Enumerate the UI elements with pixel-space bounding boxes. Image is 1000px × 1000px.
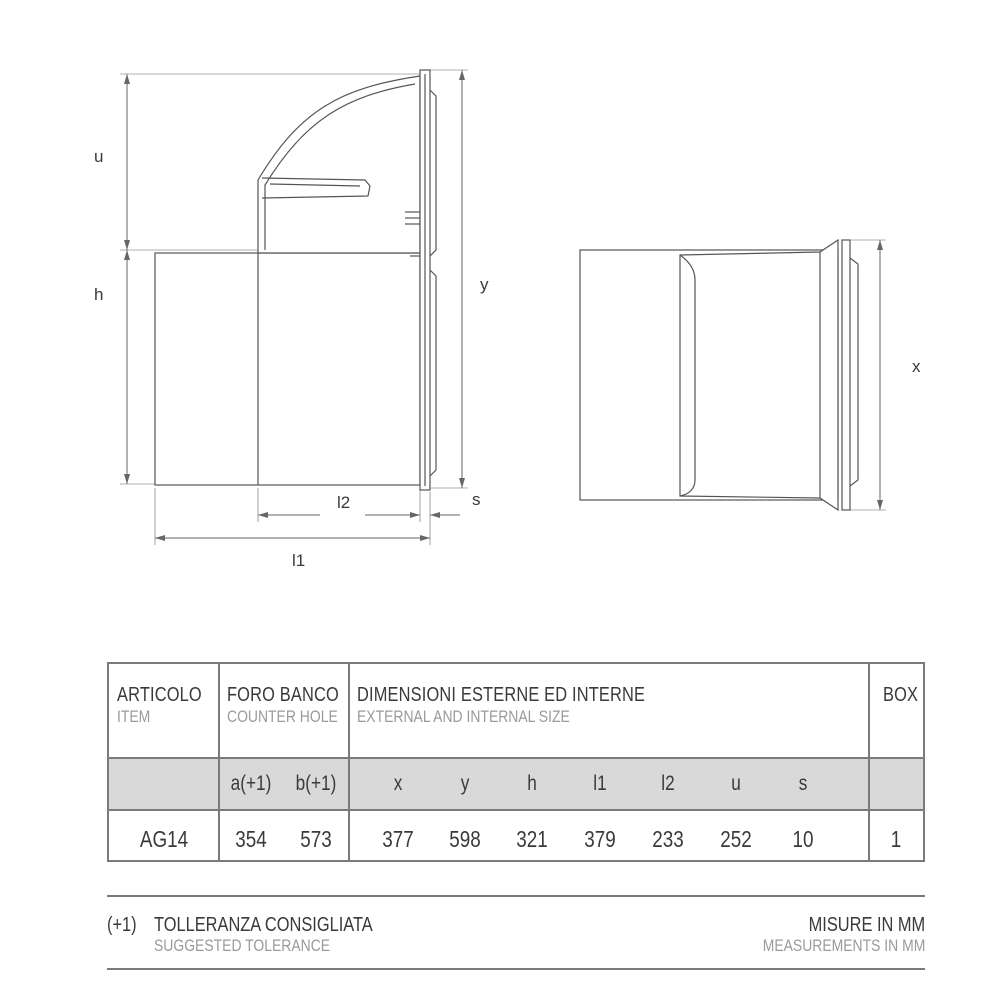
units-subtitle: MEASUREMENTS IN MM [762, 936, 925, 955]
header-counter-hole: COUNTER HOLE [227, 707, 338, 726]
subheader-s: s [798, 772, 808, 795]
row-box: 1 [890, 826, 902, 852]
subheader-a: a(+1) [230, 772, 272, 795]
subheader-l1: l1 [593, 772, 607, 795]
top-view-taper [680, 240, 838, 510]
subheader-h: h [527, 772, 537, 795]
header-dimensioni: DIMENSIONI ESTERNE ED INTERNE [357, 684, 646, 706]
row-item: AG14 [139, 826, 189, 852]
subheader-y: y [460, 772, 470, 795]
dim-label-y: y [480, 275, 489, 294]
subheader-x: x [393, 772, 403, 795]
row-value-a: 354 [235, 826, 267, 852]
header-foro-banco: FORO BANCO [227, 684, 339, 706]
header-articolo: ARTICOLO [117, 684, 202, 706]
units-title: MISURE IN MM [808, 914, 925, 936]
row-value-l2: 233 [652, 826, 684, 852]
subheader-b: b(+1) [295, 772, 337, 795]
row-value-x: 377 [382, 826, 414, 852]
side-view-body [155, 253, 420, 485]
side-view-lid [258, 76, 420, 253]
row-value-l1: 379 [584, 826, 616, 852]
top-view-flange [842, 240, 850, 510]
header-external-size: EXTERNAL AND INTERNAL SIZE [357, 707, 570, 726]
subheader-u: u [731, 772, 741, 795]
tolerance-subtitle: SUGGESTED TOLERANCE [154, 936, 331, 955]
tolerance-mark: (+1) [107, 914, 137, 936]
tolerance-title: TOLLERANZA CONSIGLIATA [154, 914, 373, 936]
spec-table [107, 662, 925, 862]
dim-label-u: u [94, 147, 104, 166]
header-box: BOX [883, 684, 919, 706]
row-value-b: 573 [300, 826, 332, 852]
dim-label-x: x [912, 357, 921, 376]
row-value-s: 10 [792, 826, 814, 852]
row-value-u: 252 [720, 826, 752, 852]
row-value-y: 598 [449, 826, 481, 852]
footer-rule-bottom [107, 968, 925, 970]
dim-label-l1: l1 [292, 551, 306, 570]
row-value-h: 321 [516, 826, 548, 852]
dim-label-l2: l2 [337, 493, 351, 512]
dim-label-s: s [472, 490, 481, 509]
header-item: ITEM [117, 707, 151, 726]
dim-label-h: h [94, 285, 104, 304]
subheader-l2: l2 [661, 772, 675, 795]
footer-rule-top [107, 895, 925, 897]
